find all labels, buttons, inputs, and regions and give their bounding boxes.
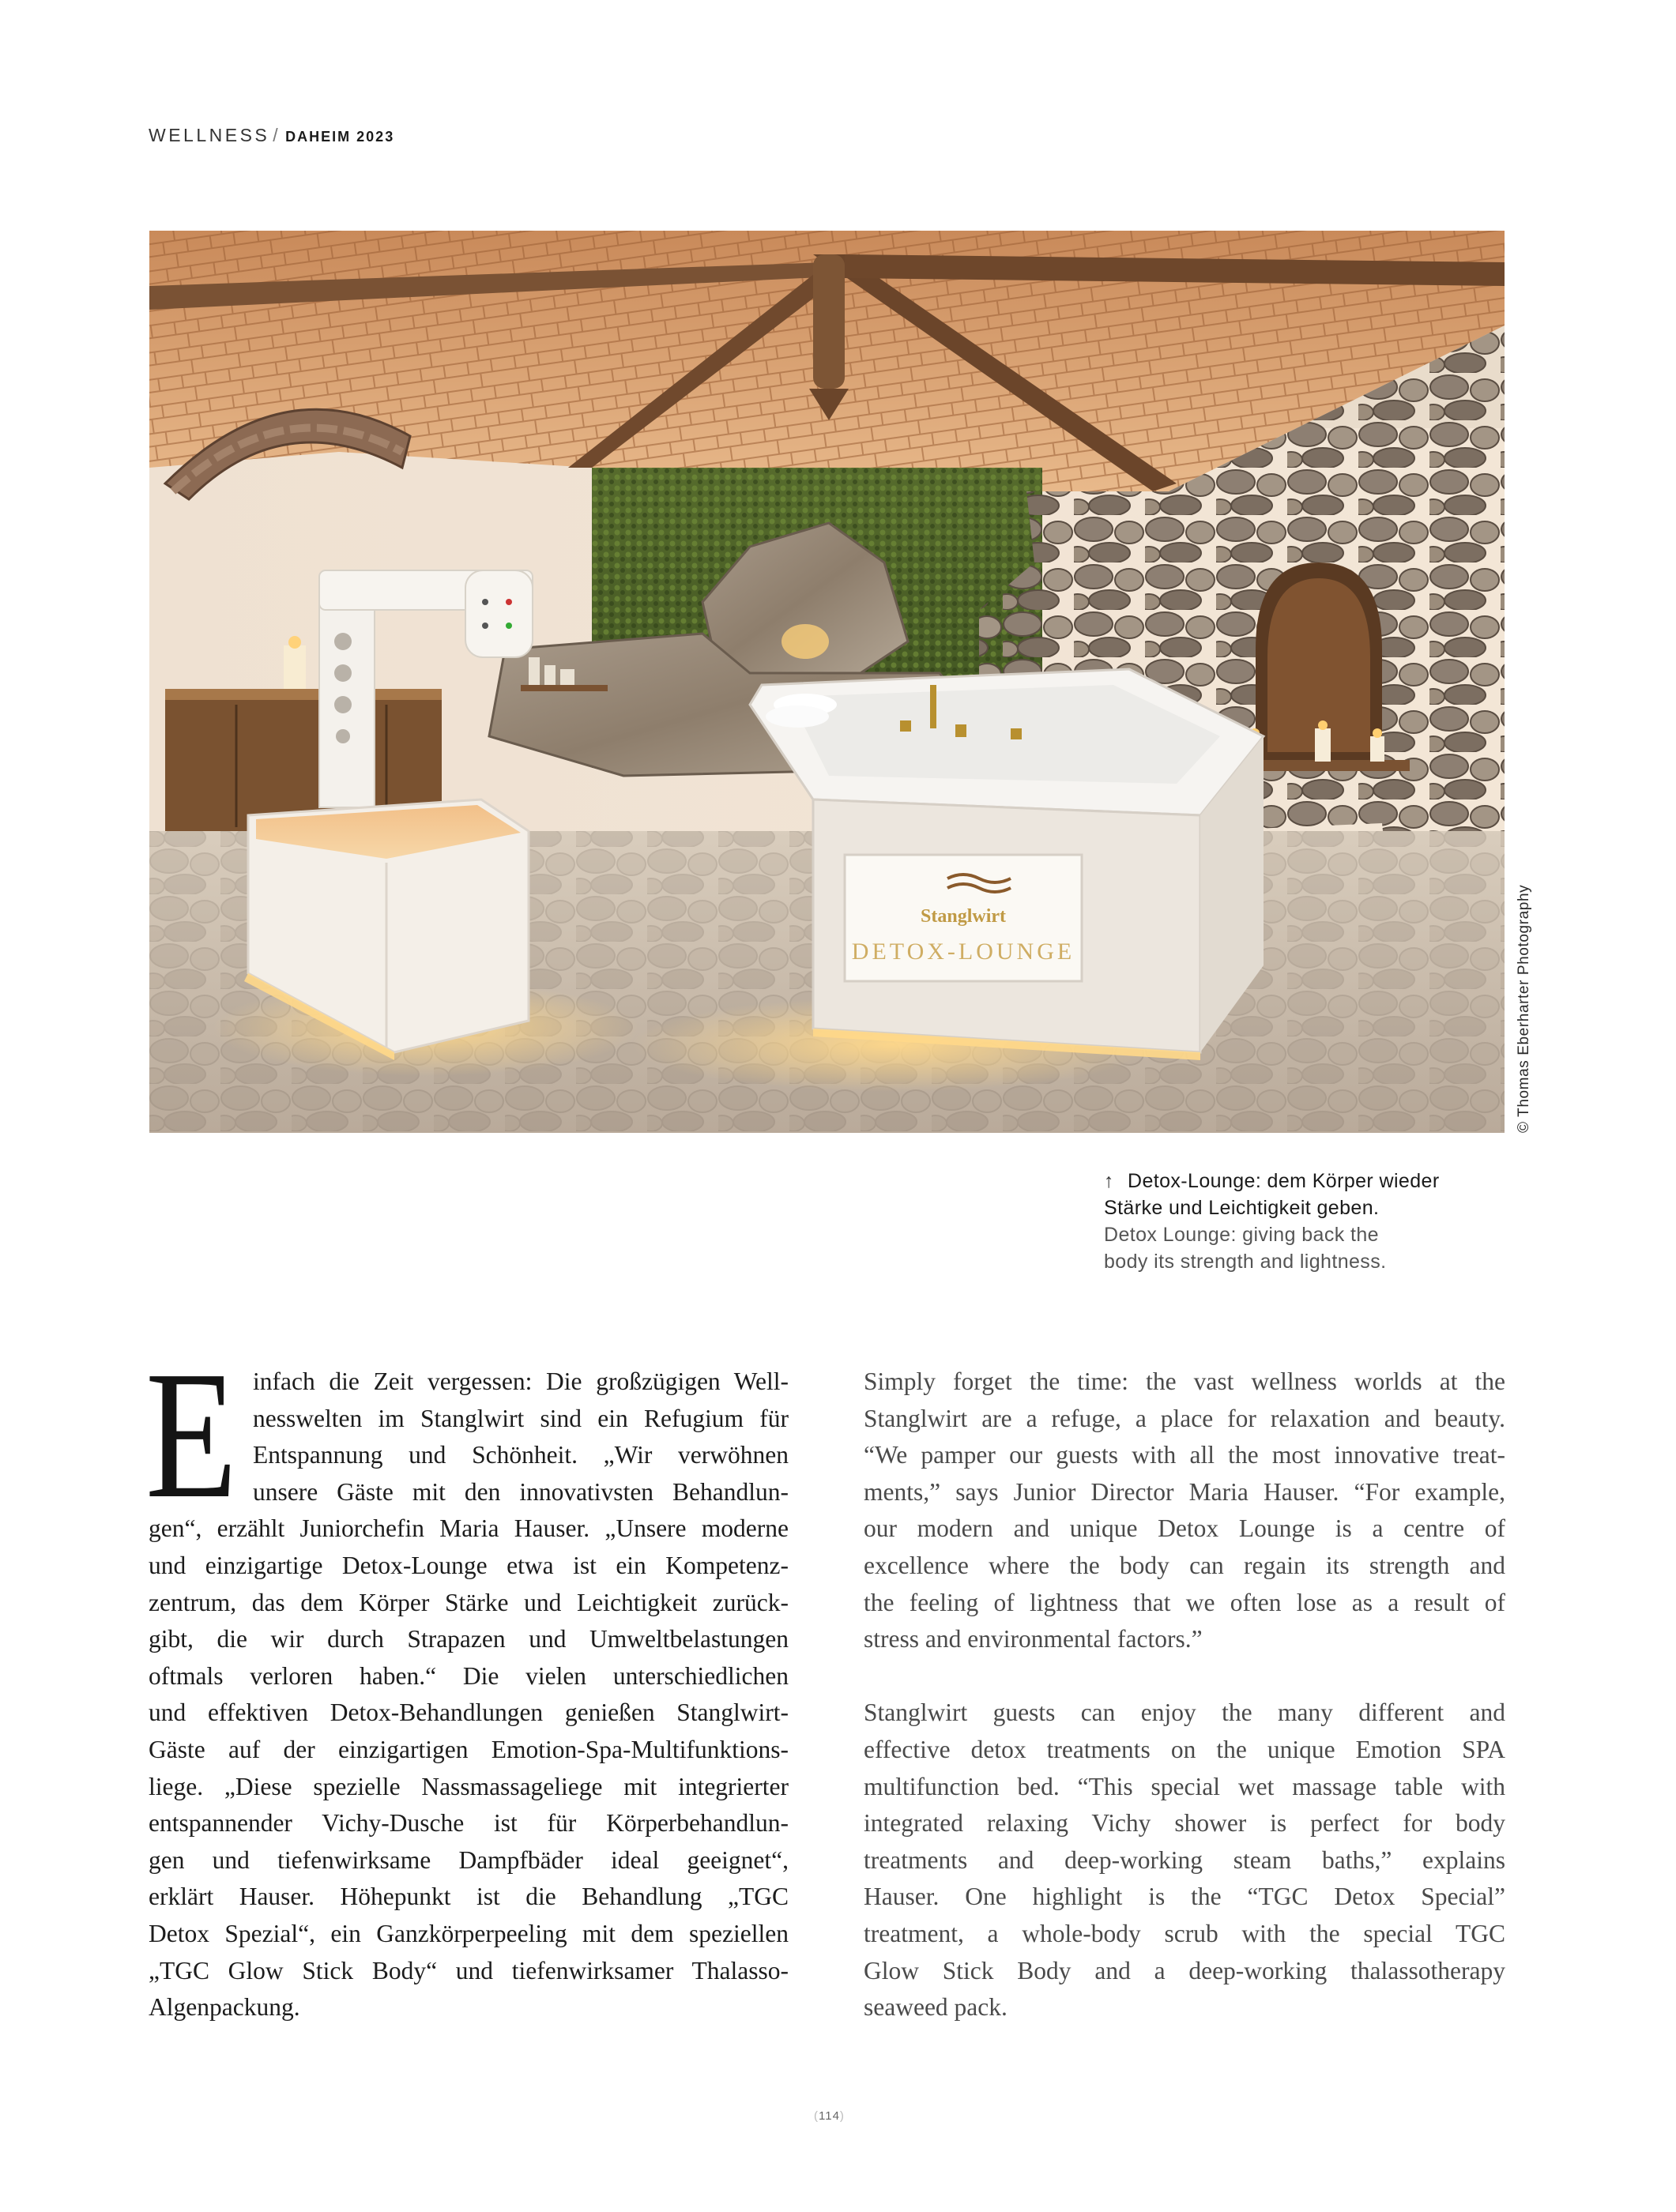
caption-en-line-2: body its strength and lightness. (1104, 1251, 1387, 1273)
article-line: oftmals verloren haben.“ Die vielen unterschiedlichen (149, 1661, 789, 1690)
article-line: multifunction bed. “This special wet massage table with (864, 1772, 1505, 1800)
page-bracket-open: ( (814, 2109, 819, 2123)
article-line: stress and environmental factors.” (864, 1625, 1203, 1653)
article-line: nesswelten im Stanglwirt sind ein Refugium für (253, 1404, 789, 1432)
article-line: gen und tiefenwirksame Dampfbäder ideal geeignet“, (149, 1845, 789, 1874)
article-line: our modern and unique Detox Lounge is a centre of (864, 1514, 1505, 1543)
page-number (814, 2109, 845, 2123)
article-line: entspannender Vichy-Dusche ist für Körperbehandlun- (149, 1809, 789, 1838)
article-english-column (864, 1364, 1505, 2026)
article-line: Hauser. One highlight is the “TGC Detox Special” (864, 1883, 1505, 1911)
article-line: Gäste auf der einzigartigen Emotion-Spa-Multifunktions- (149, 1735, 789, 1763)
caption-de-line-1: Detox-Lounge: dem Körper wieder (1128, 1170, 1440, 1192)
article-line: Entspannung und Schönheit. „Wir verwöhnen (253, 1441, 789, 1469)
tub-sign-title: DETOX-LOUNGE (851, 939, 1075, 965)
caption-en-line-1: Detox Lounge: giving back the (1104, 1224, 1379, 1246)
article-line: Detox Spezial“, ein Ganzkörperpeeling mit dem speziellen (149, 1919, 789, 1947)
issue-label: DAHEIM 2023 (285, 129, 395, 145)
article-line: gibt, die wir durch Strapazen und Umweltbelastungen (149, 1625, 789, 1653)
article-line: zentrum, das dem Körper Stärke und Leichtigkeit zurück- (149, 1588, 789, 1616)
caption-english (1104, 1221, 1515, 1275)
drop-cap: E (145, 1334, 238, 1537)
article-line: excellence where the body can regain its strength and (864, 1551, 1505, 1579)
article-line: Simply forget the time: the vast wellness worlds at the (864, 1367, 1505, 1395)
article-line: ments,” says Junior Director Maria Hauser. “For example, (864, 1477, 1505, 1506)
article-line: und einzigartige Detox-Lounge etwa ist ein Kompetenz- (149, 1551, 789, 1579)
article-line: Stanglwirt are a refuge, a place for relaxation and beauty. (864, 1404, 1505, 1432)
article-line: gen“, erzählt Juniorchefin Maria Hauser. „Unsere moderne (149, 1514, 789, 1543)
section-label: WELLNESS (149, 125, 270, 145)
article-line: integrated relaxing Vichy shower is perfect for body (864, 1809, 1505, 1838)
page-bracket-close: ) (839, 2109, 845, 2123)
detox-lounge-photo (149, 231, 1505, 1133)
caption-german (1104, 1168, 1515, 1221)
article-line: und effektiven Detox-Behandlungen genießen Stanglwirt- (149, 1698, 789, 1727)
article-line: treatments and deep-working steam baths,” explains (864, 1845, 1505, 1874)
article-line: erklärt Hauser. Höhepunkt ist die Behandlung „TGC (149, 1883, 789, 1911)
article-line: liege. „Diese spezielle Nassmassageliege mit integrierter (149, 1772, 789, 1800)
article-line: „TGC Glow Stick Body“ und tiefenwirksamer Thalasso- (149, 1956, 789, 1984)
article-line: the feeling of lightness that we often lose as a result of (864, 1588, 1505, 1616)
arrow-up-icon: ↑ (1104, 1170, 1114, 1192)
article-line: effective detox treatments on the unique Emotion SPA (864, 1735, 1505, 1763)
photo-credit: © Thomas Eberharter Photography (1516, 884, 1532, 1133)
article-line: seaweed pack. (864, 1993, 1007, 2022)
photo-caption (1104, 1168, 1515, 1275)
article-line: treatment, a whole-body scrub with the special TGC (864, 1919, 1505, 1947)
article-line: “We pamper our guests with all the most innovative treat- (864, 1441, 1505, 1469)
page-number-value: 114 (819, 2109, 840, 2123)
tub-sign-brand: Stanglwirt (921, 906, 1006, 927)
article-line: unsere Gäste mit den innovativsten Behandlun- (253, 1477, 789, 1506)
header-separator: / (273, 125, 281, 145)
article-line: Stanglwirt guests can enjoy the many different and (864, 1698, 1505, 1727)
article-line: Algenpackung. (149, 1993, 300, 2022)
article-german-column (149, 1364, 789, 2026)
caption-de-line-2: Stärke und Leichtigkeit geben. (1104, 1197, 1380, 1219)
paragraph-spacer (864, 1658, 1505, 1695)
article-line: Glow Stick Body and a deep-working thalassotherapy (864, 1956, 1505, 1984)
article-line: infach die Zeit vergessen: Die großzügigen Well- (253, 1367, 789, 1395)
running-header (149, 125, 394, 146)
